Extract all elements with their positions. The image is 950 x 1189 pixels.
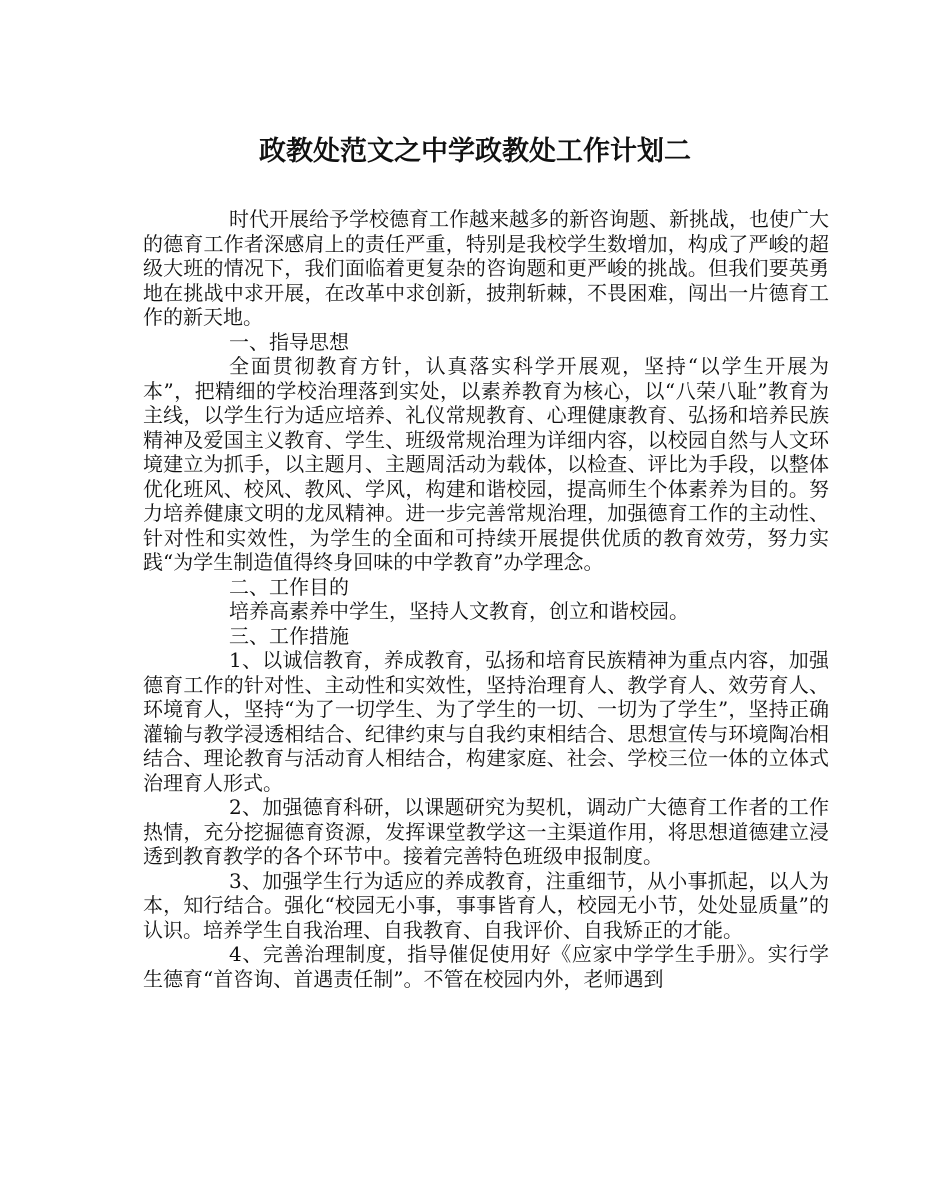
section-heading-work-measures: 三、工作措施	[229, 623, 349, 648]
section-heading-work-goal: 二、工作目的	[229, 574, 349, 599]
section-paragraph-work-goal: 培养高素养中学生，坚持人文教育，创立和谐校园。	[229, 599, 689, 623]
measure-item-2: 2、加强德育科研，以课题研究为契机，调动广大德育工作者的工作热情，充分挖掘德育资源，发挥课堂教学这一主渠道作用，将思想道德建立浸透到教育教学的各个环节中。接着完善特色班级申报制度。	[143, 795, 829, 868]
document-body	[143, 207, 829, 991]
intro-paragraph: 时代开展给予学校德育工作越来越多的新咨询题、新挑战，也使广大的德育工作者深感肩上的责任严重，特别是我校学生数增加，构成了严峻的超级大班的情况下，我们面临着更复杂的咨询题和更严峻的挑战。但我们要英勇地在挑战中求开展，在改革中求创新，披荆斩棘，不畏困难，闯出一片德育工作的新天地。	[143, 207, 829, 329]
document-title: 政教处范文之中学政教处工作计划二	[259, 136, 691, 167]
section-paragraph-guiding-ideology: 全面贯彻教育方针，认真落实科学开展观，坚持“以学生开展为本”，把精细的学校治理落到实处，以素养教育为核心，以“八荣八耻”教育为主线，以学生行为适应培养、礼仪常规教育、心理健康教育、弘扬和培养民族精神及爱国主义教育、学生、班级常规治理为详细内容，以校园自然与人文环境建立为抓手，以主题月、主题周活动为载体，以检查、评比为手段，以整体优化班风、校风、教风、学风，构建和谐校园，提高师生个体素养为目的。努力培养健康文明的龙凤精神。进一步完善常规治理，加强德育工作的主动性、针对性和实效性，为学生的全面和可持续开展提供优质的教育效劳，努力实践“为学生制造值得终身回味的中学教育”办学理念。	[143, 354, 829, 574]
measure-item-4: 4、完善治理制度，指导催促使用好《应家中学学生手册》。实行学生德育“首咨询、首遇责任制”。不管在校园内外，老师遇到	[143, 942, 829, 991]
section-heading-guiding-ideology: 一、指导思想	[229, 329, 349, 354]
measure-item-1: 1、以诚信教育，养成教育，弘扬和培育民族精神为重点内容，加强德育工作的针对性、主动性和实效性，坚持治理育人、教学育人、效劳育人、环境育人，坚持“为了一切学生、为了学生的一切、一切为了学生”，坚持正确灌输与教学浸透相结合、纪律约束与自我约束相结合、思想宣传与环境陶冶相结合、理论教育与活动育人相结合，构建家庭、社会、学校三位一体的立体式治理育人形式。	[143, 648, 829, 795]
measure-item-3: 3、加强学生行为适应的养成教育，注重细节，从小事抓起，以人为本，知行结合。强化“校园无小事，事事皆育人，校园无小节，处处显质量”的认识。培养学生自我治理、自我教育、自我评价、自我矫正的才能。	[143, 868, 829, 942]
